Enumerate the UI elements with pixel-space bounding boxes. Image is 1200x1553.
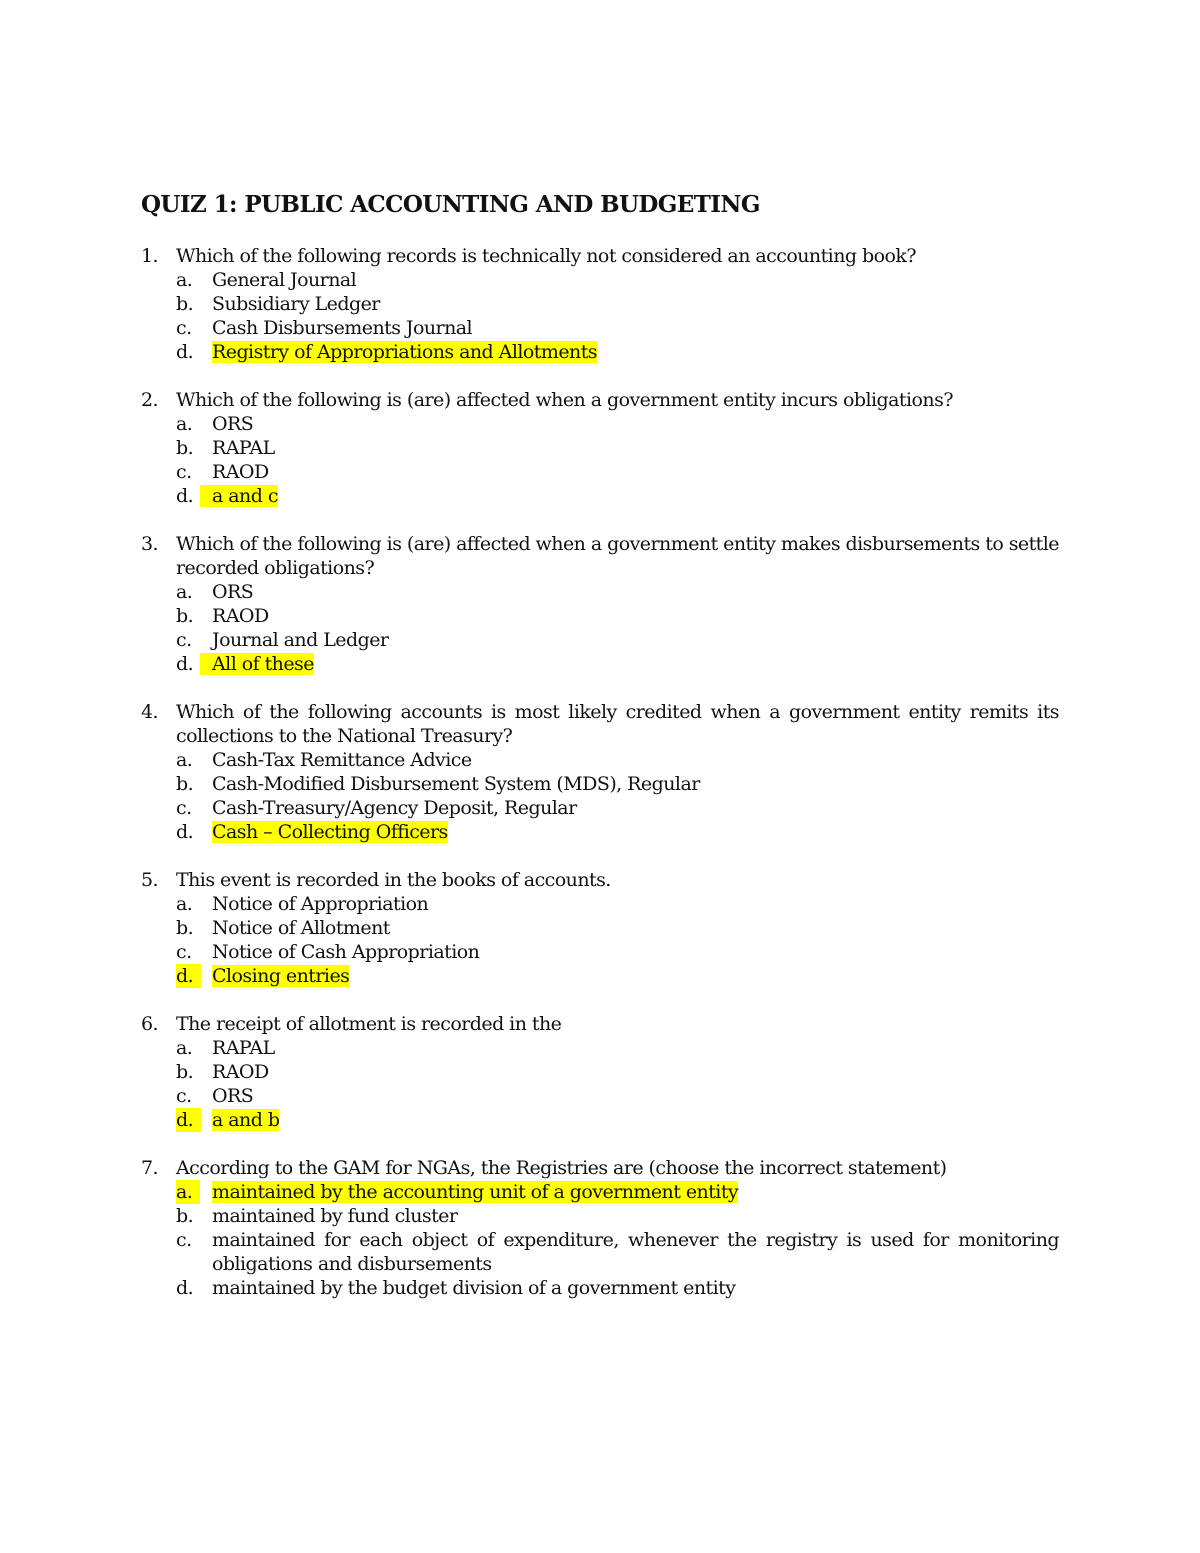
question-text: The receipt of allotment is recorded in the (176, 1013, 562, 1035)
option-letter: a. (176, 749, 193, 771)
option-b (176, 436, 1059, 460)
option-text: Subsidiary Ledger (212, 293, 380, 315)
option-letter: c. (176, 1229, 192, 1251)
question-text: This event is recorded in the books of accounts. (176, 869, 611, 891)
option-list (176, 268, 1059, 364)
option-b (176, 1204, 1059, 1228)
question-number: 2. (141, 389, 159, 411)
option-letter: c. (176, 941, 192, 963)
option-c (176, 940, 1059, 964)
option-letter: a. (176, 1180, 200, 1204)
question-7 (141, 1156, 1059, 1300)
option-text: ORS (212, 413, 254, 435)
option-b (176, 292, 1059, 316)
option-letter: c. (176, 317, 192, 339)
option-letter: b. (176, 1205, 194, 1227)
option-letter: b. (176, 917, 194, 939)
option-letter: c. (176, 797, 192, 819)
option-text: Notice of Cash Appropriation (212, 941, 480, 963)
question-5 (141, 868, 1059, 988)
question-text: Which of the following records is technically not considered an accounting book? (176, 245, 916, 267)
option-text: maintained by fund cluster (212, 1205, 458, 1227)
option-list (176, 1180, 1059, 1300)
question-text: According to the GAM for NGAs, the Registries are (choose the incorrect statement) (176, 1157, 947, 1179)
highlighted-answer-text: All of these (200, 653, 314, 675)
option-letter: a. (176, 269, 193, 291)
option-d-answer (176, 484, 1059, 508)
option-letter: c. (176, 629, 192, 651)
option-letter: c. (176, 461, 192, 483)
option-list (176, 412, 1059, 508)
option-d-answer (176, 652, 1059, 676)
option-b (176, 604, 1059, 628)
option-text: RAOD (212, 461, 269, 483)
question-1 (141, 244, 1059, 364)
option-text: Cash-Treasury/Agency Deposit, Regular (212, 797, 577, 819)
question-number: 3. (141, 533, 159, 555)
option-text: RAPAL (212, 437, 275, 459)
option-letter: d. (176, 341, 194, 363)
option-text: maintained for each object of expenditure, whenever the registry is used for monitoring obligations and disbursements (212, 1229, 1059, 1275)
option-text: RAOD (212, 1061, 269, 1083)
question-number: 1. (141, 245, 159, 267)
question-2 (141, 388, 1059, 508)
option-text: General Journal (212, 269, 357, 291)
option-list (176, 748, 1059, 844)
question-number: 7. (141, 1157, 159, 1179)
question-4 (141, 700, 1059, 844)
highlighted-answer-text: a and c (200, 485, 278, 507)
option-c (176, 1228, 1059, 1276)
option-list (176, 892, 1059, 988)
question-3 (141, 532, 1059, 676)
option-letter: d. (176, 1108, 201, 1132)
question-6 (141, 1012, 1059, 1132)
option-text: Cash-Modified Disbursement System (MDS), Regular (212, 773, 700, 795)
option-c (176, 460, 1059, 484)
option-letter: d. (176, 821, 194, 843)
option-text: ORS (212, 581, 254, 603)
option-list (176, 1036, 1059, 1132)
option-d-answer (176, 1108, 1059, 1132)
option-letter: d. (176, 485, 194, 507)
option-a (176, 892, 1059, 916)
option-list (176, 580, 1059, 676)
option-text: RAOD (212, 605, 269, 627)
option-letter: d. (176, 1277, 194, 1299)
option-d-answer (176, 964, 1059, 988)
option-text: maintained by the budget division of a government entity (212, 1277, 736, 1299)
option-text: Notice of Appropriation (212, 893, 429, 915)
question-text: Which of the following accounts is most likely credited when a government entity remits its collections to the National Treasury? (176, 701, 1059, 747)
option-c (176, 796, 1059, 820)
option-c (176, 1084, 1059, 1108)
question-text: Which of the following is (are) affected when a government entity makes disbursements to settle recorded obligations? (176, 533, 1059, 579)
highlighted-answer-text: Registry of Appropriations and Allotments (212, 341, 597, 363)
option-d-answer (176, 340, 1059, 364)
option-d-answer (176, 820, 1059, 844)
option-a (176, 268, 1059, 292)
option-text: RAPAL (212, 1037, 275, 1059)
option-letter: a. (176, 581, 193, 603)
option-a-answer (176, 1180, 1059, 1204)
option-letter: a. (176, 1037, 193, 1059)
option-b (176, 1060, 1059, 1084)
option-letter: b. (176, 1061, 194, 1083)
option-letter: b. (176, 293, 194, 315)
option-a (176, 748, 1059, 772)
question-number: 6. (141, 1013, 159, 1035)
option-b (176, 916, 1059, 940)
option-letter: d. (176, 964, 201, 988)
option-a (176, 1036, 1059, 1060)
highlighted-answer-text: Closing entries (212, 965, 350, 987)
question-number: 5. (141, 869, 159, 891)
option-letter: b. (176, 605, 194, 627)
option-c (176, 316, 1059, 340)
option-letter: a. (176, 413, 193, 435)
option-letter: a. (176, 893, 193, 915)
option-d (176, 1276, 1059, 1300)
option-letter: b. (176, 773, 194, 795)
option-text: Cash-Tax Remittance Advice (212, 749, 472, 771)
option-letter: b. (176, 437, 194, 459)
option-text: Notice of Allotment (212, 917, 390, 939)
option-b (176, 772, 1059, 796)
option-c (176, 628, 1059, 652)
option-text: Journal and Ledger (212, 629, 389, 651)
quiz-title: QUIZ 1: PUBLIC ACCOUNTING AND BUDGETING (141, 191, 760, 218)
question-number: 4. (141, 701, 159, 723)
option-a (176, 580, 1059, 604)
question-list (141, 244, 1059, 1324)
highlighted-answer-text: maintained by the accounting unit of a government entity (212, 1181, 739, 1203)
highlighted-answer-text: a and b (212, 1109, 280, 1131)
option-text: ORS (212, 1085, 254, 1107)
option-text: Cash Disbursements Journal (212, 317, 473, 339)
highlighted-answer-text: Cash – Collecting Officers (212, 821, 448, 843)
option-a (176, 412, 1059, 436)
option-letter: d. (176, 653, 194, 675)
option-letter: c. (176, 1085, 192, 1107)
question-text: Which of the following is (are) affected when a government entity incurs obligations? (176, 389, 953, 411)
